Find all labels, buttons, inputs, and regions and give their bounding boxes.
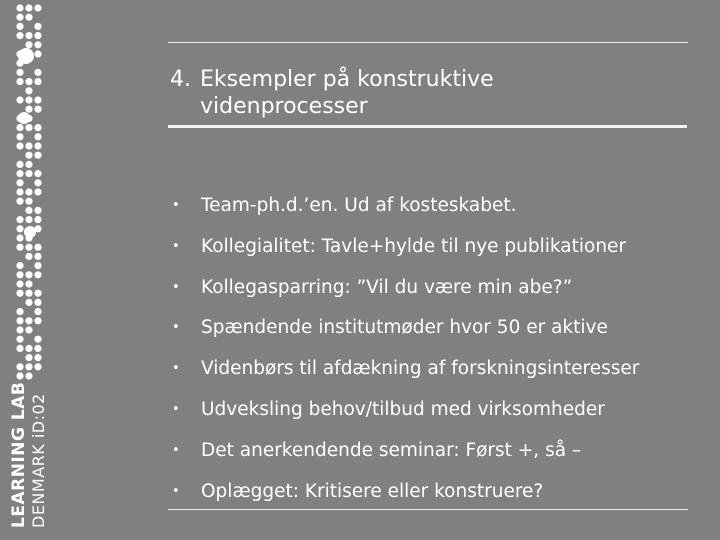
bullet-icon: • xyxy=(172,279,180,295)
bullet-item xyxy=(170,314,700,355)
bullet-text: Kollegialitet: Tavle+hylde til nye publikationer xyxy=(201,235,627,257)
bullet-text: Det anerkendende seminar: Først +, så – xyxy=(201,439,582,461)
bullet-text: Kollegasparring: ”Vil du være min abe?” xyxy=(201,276,573,298)
bullet-icon: • xyxy=(172,442,180,458)
bullet-item xyxy=(170,274,700,315)
bullet-text: Videnbørs til afdækning af forskningsinteresser xyxy=(201,358,640,380)
wordmark-line2: DENMARK iD:02 xyxy=(29,393,48,528)
bullet-item xyxy=(170,233,700,274)
bullet-text: Team-ph.d.’en. Ud af kosteskabet. xyxy=(201,195,517,216)
wordmark-line1: LEARNING LAB xyxy=(9,381,29,528)
bottom-divider xyxy=(168,509,688,510)
bullet-icon: • xyxy=(172,401,180,417)
logo-sidebar xyxy=(0,0,52,540)
title-number: 4. xyxy=(170,67,191,92)
learning-lab-wordmark xyxy=(10,382,48,528)
bullet-icon: • xyxy=(172,198,180,213)
title-underline xyxy=(168,125,687,128)
bullet-item xyxy=(170,396,700,437)
bullet-item xyxy=(170,478,700,519)
dot-pattern-logo xyxy=(0,0,52,390)
bullet-list xyxy=(170,192,700,518)
slide-title xyxy=(170,66,670,120)
bullet-item xyxy=(170,192,700,233)
bullet-icon: • xyxy=(172,483,180,499)
bullet-text: Oplægget: Kritisere eller konstruere? xyxy=(201,480,544,502)
title-line1: Eksempler på konstruktive xyxy=(200,67,494,92)
bullet-icon: • xyxy=(172,238,180,254)
bullet-item xyxy=(170,437,700,478)
bullet-item xyxy=(170,355,700,396)
bullet-text: Spændende institutmøder hvor 50 er aktive xyxy=(201,317,608,339)
top-divider xyxy=(168,42,688,43)
bullet-text: Udveksling behov/tilbud med virksomheder xyxy=(201,398,605,420)
bullet-icon: • xyxy=(172,361,180,377)
bullet-icon: • xyxy=(172,320,180,336)
title-line2: videnprocesser xyxy=(200,94,368,119)
